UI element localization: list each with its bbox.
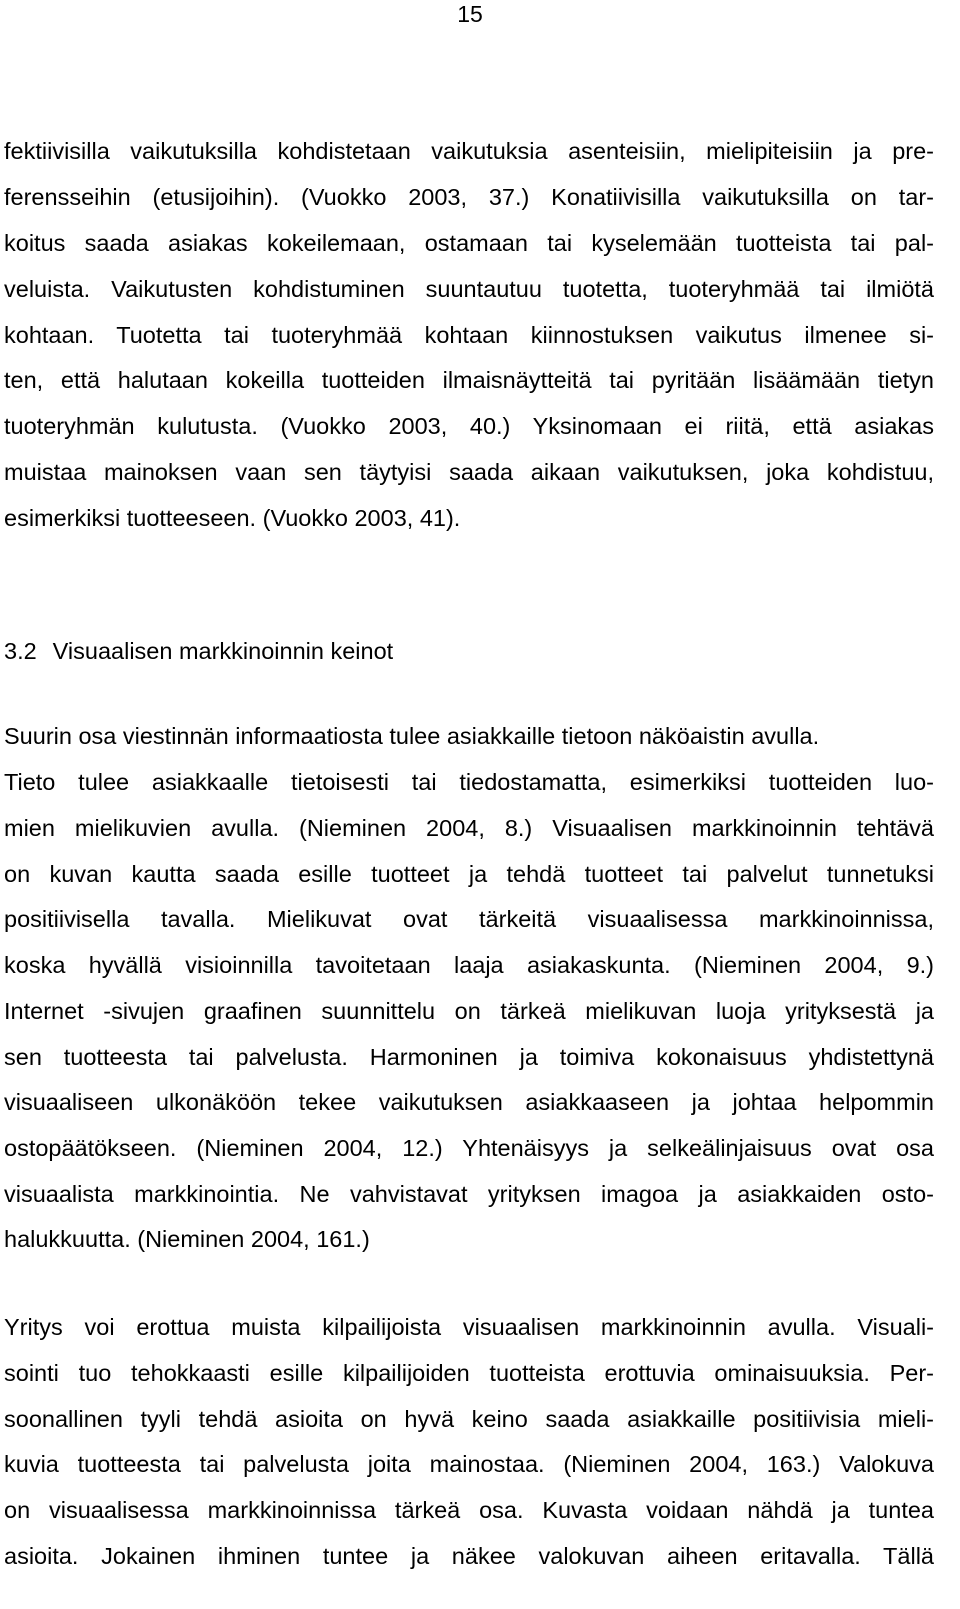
section-title: Visuaalisen markkinoinnin keinot: [52, 638, 394, 664]
text-line: veluista. Vaikutusten kohdistuminen suuntautuu tuotetta, tuoteryhmää tai ilmiötä: [4, 276, 934, 302]
text-line: soonallinen tyyli tehdä asioita on hyvä keino saada asiakkaille positiivisia mieli-: [4, 1406, 934, 1432]
text-line: koska hyvällä visioinnilla tavoitetaan laaja asiakaskunta. (Nieminen 2004, 9.): [4, 952, 934, 978]
text-line: Tieto tulee asiakkaalle tietoisesti tai tiedostamatta, esimerkiksi tuotteiden luo-: [4, 769, 934, 795]
text-line: esimerkiksi tuotteeseen. (Vuokko 2003, 41).: [4, 505, 461, 531]
text-line: Internet -sivujen graafinen suunnittelu on tärkeä mielikuvan luoja yrityksestä ja: [4, 998, 934, 1024]
section-number: 3.2: [4, 638, 37, 664]
text-line: halukkuutta. (Nieminen 2004, 161.): [4, 1226, 370, 1252]
text-line: kuvia tuotteesta tai palvelusta joita mainostaa. (Nieminen 2004, 163.) Valokuva: [4, 1451, 934, 1477]
text-line: visuaaliseen ulkonäköön tekee vaikutuksen asiakkaaseen ja johtaa helpommin: [4, 1089, 934, 1115]
text-line: visuaalista markkinointia. Ne vahvistavat yrityksen imagoa ja asiakkaiden osto-: [4, 1181, 934, 1207]
text-line: tuoteryhmän kulutusta. (Vuokko 2003, 40.) Yksinomaan ei riitä, että asiakas: [4, 413, 934, 439]
text-line: positiivisella tavalla. Mielikuvat ovat tärkeitä visuaalisessa markkinoinnissa,: [4, 906, 934, 932]
text-line: Yritys voi erottua muista kilpailijoista visuaalisen markkinoinnin avulla. Visuali-: [4, 1314, 934, 1340]
text-line: sen tuotteesta tai palvelusta. Harmoninen ja toimiva kokonaisuus yhdistettynä: [4, 1044, 934, 1070]
page-number: 15: [457, 1, 483, 27]
text-line: on kuvan kautta saada esille tuotteet ja tehdä tuotteet tai palvelut tunnetuksi: [4, 861, 934, 887]
text-line: ten, että halutaan kokeilla tuotteiden ilmaisnäytteitä tai pyritään lisäämään tietyn: [4, 367, 934, 393]
text-line: ferensseihin (etusijoihin). (Vuokko 2003, 37.) Konatiivisilla vaikutuksilla on tar-: [4, 184, 934, 210]
text-line: ostopäätökseen. (Nieminen 2004, 12.) Yhtenäisyys ja selkeälinjaisuus ovat osa: [4, 1135, 934, 1161]
section-heading: [4, 637, 934, 665]
text-line: kohtaan. Tuotetta tai tuoteryhmää kohtaan kiinnostuksen vaikutus ilmenee si-: [4, 322, 934, 348]
text-line: koitus saada asiakas kokeilemaan, ostamaan tai kyselemään tuotteista tai pal-: [4, 230, 934, 256]
text-line: sointi tuo tehokkaasti esille kilpailijoiden tuotteista erottuvia ominaisuuksia. Per-: [4, 1360, 934, 1386]
text-line: muistaa mainoksen vaan sen täytyisi saada aikaan vaikutuksen, joka kohdistuu,: [4, 459, 934, 485]
text-line: Suurin osa viestinnän informaatiosta tulee asiakkaille tietoon näköaistin avulla.: [4, 723, 820, 749]
text-line: fektiivisilla vaikutuksilla kohdistetaan vaikutuksia asenteisiin, mielipiteisiin ja pre-: [4, 138, 934, 164]
text-line: on visuaalisessa markkinoinnissa tärkeä osa. Kuvasta voidaan nähdä ja tuntea: [4, 1497, 934, 1523]
text-line: asioita. Jokainen ihminen tuntee ja näkee valokuvan aiheen eritavalla. Tällä: [4, 1543, 934, 1569]
text-line: mien mielikuvien avulla. (Nieminen 2004, 8.) Visuaalisen markkinoinnin tehtävä: [4, 815, 934, 841]
